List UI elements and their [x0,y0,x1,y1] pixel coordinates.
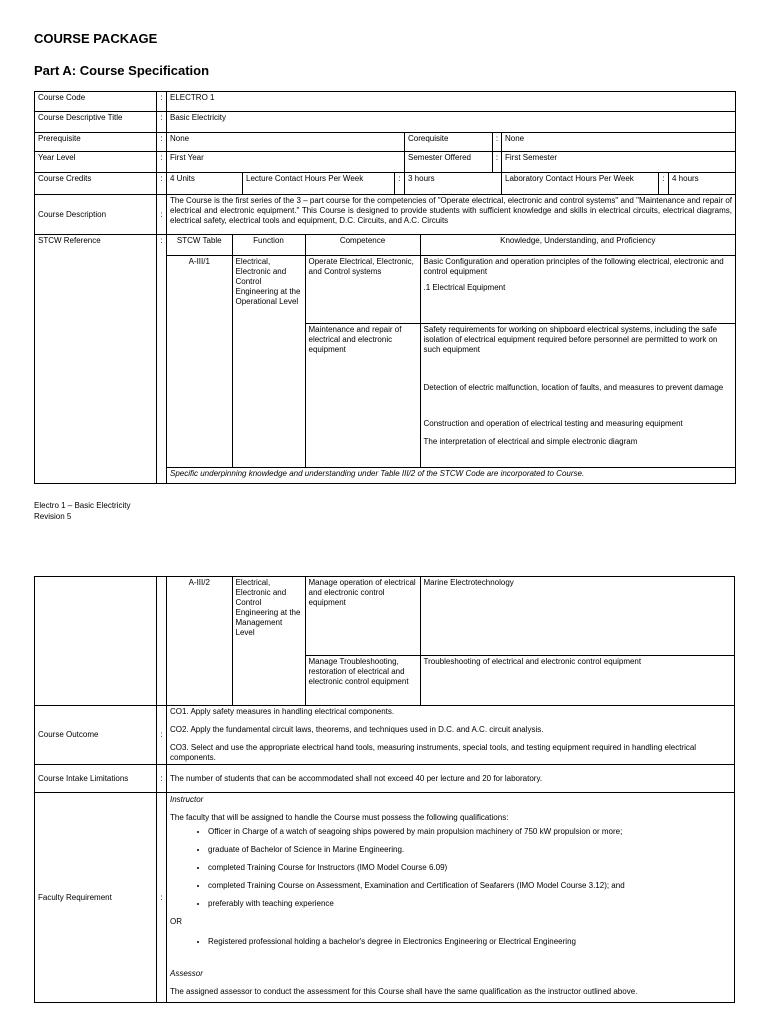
lecture-value: 3 hours [405,173,502,195]
colon: : [659,173,669,195]
footer-course: Electro 1 – Basic Electricity [34,501,131,510]
row-description [35,195,736,235]
faculty-label: Faculty Requirement [35,793,157,1003]
colon: : [157,793,167,1003]
colon: : [493,152,502,173]
knowledge-item: .1 Electrical Equipment [423,282,506,292]
assessor-text: The assigned assessor to conduct the assessment for this Course shall have the same qualification as the instructor outlined above. [170,987,638,996]
outcome-item: CO3. Select and use the appropriate electrical hand tools, measuring instruments, special tools, and testing equipment required in handling electrical components. [170,743,697,762]
outcome-item: CO2. Apply the fundamental circuit laws, theorems, and techniques used in D.C. and A.C. circuit analysis. [170,725,544,734]
stcw-note: Specific underpinning knowledge and understanding under Table III/2 of the STCW Code are incorporated to Course. [167,467,735,483]
knowledge-item: Safety requirements for working on shipboard electrical systems, including the safe isolation of electrical equipment required before personnel are permitted to work on such equipment [423,324,718,354]
stcw-header-row [167,235,735,255]
title-value: Basic Electricity [167,112,736,133]
stcw-knowledge [420,255,735,323]
row-prerequisite [35,133,736,152]
stcw-reference-cell [167,235,736,484]
qualification-item: • completed Training Course for Instructors (IMO Model Course 6.09) [208,863,731,873]
stcw-label: STCW Reference [35,235,157,484]
colon: : [157,195,167,235]
stcw-knowledge [420,323,735,467]
course-code-value: ELECTRO 1 [167,92,736,112]
stcw-label-empty [35,577,157,706]
faculty-intro: The faculty that will be assigned to handle the Course must possess the following qualifications: [170,813,509,822]
lecture-label: Lecture Contact Hours Per Week [243,173,395,195]
section-title: Part A: Course Specification [34,63,210,78]
knowledge-item: The interpretation of electrical and simple electronic diagram [423,436,638,446]
intake-label: Course Intake Limitations [35,765,157,793]
outcome-list [167,706,735,765]
lab-value: 4 hours [669,173,736,195]
row-intake [35,765,735,793]
qualification-item: • preferably with teaching experience [208,899,731,909]
credits-label: Course Credits [35,173,157,195]
faculty-requirements [167,793,735,1003]
page-footer [34,500,130,522]
colon: : [157,235,167,484]
stcw-row [167,577,734,655]
assessor-heading: Assessor [170,969,203,978]
stcw-reference-cell [167,577,735,706]
knowledge-item: Construction and operation of electrical testing and measuring equipment [423,418,683,428]
row-outcomes [35,706,735,765]
qualification-item: • graduate of Bachelor of Science in Marine Engineering. [208,845,731,855]
row-course-code [35,92,736,112]
col-stcw-table: STCW Table [167,235,232,255]
stcw-knowledge: Troubleshooting of electrical and electronic control equipment [420,655,734,705]
knowledge-item: Detection of electric malfunction, location of faults, and measures to prevent damage [423,382,724,392]
qualification-list-alt [170,937,731,947]
prereq-label: Prerequisite [35,133,157,152]
stcw-table [167,577,734,705]
semester-value: First Semester [502,152,736,173]
colon: : [157,173,167,195]
row-stcw [35,235,736,484]
prereq-value: None [167,133,405,152]
colon-empty [157,577,167,706]
outcome-label: Course Outcome [35,706,157,765]
instructor-heading: Instructor [170,795,204,804]
coreq-label: Corequisite [405,133,493,152]
qualification-item: • completed Training Course on Assessment, Examination and Certification of Seafarers (IMO Model Course 3.12); and [208,881,731,891]
row-stcw-continued [35,577,735,706]
page-title: COURSE PACKAGE [34,31,158,46]
stcw-competence: Manage operation of electrical and electronic control equipment [305,577,420,655]
lab-label: Laboratory Contact Hours Per Week [502,173,659,195]
stcw-competence: Operate Electrical, Electronic, and Control systems [305,255,420,323]
or-separator: OR [170,917,182,926]
colon: : [395,173,405,195]
description-value: The Course is the first series of the 3 – part course for the competencies of "Operate electrical, electronic and control systems" and "Maintenance and repair of electrical and electronic equipment." This Course is designed to provide students with sufficient knowledge and skills in electrical circuits, electrical diagrams, electrical safety, electrical tools and equipment, D.C. Circuits, and A.C. Circuits [167,195,736,235]
colon: : [157,706,167,765]
qualification-list [170,827,731,909]
knowledge-item: Basic Configuration and operation principles of the following electrical, electronic and control equipment [423,256,724,276]
col-function: Function [232,235,305,255]
stcw-table [167,235,735,483]
col-knowledge: Knowledge, Understanding, and Proficiency [420,235,735,255]
colon: : [157,765,167,793]
stcw-knowledge: Marine Electrotechnology [420,577,734,655]
stcw-function: Electrical, Electronic and Control Engineering at the Management Level [232,577,305,705]
description-label: Course Description [35,195,157,235]
course-spec-table [34,91,736,484]
row-credits [35,173,736,195]
semester-label: Semester Offered [405,152,493,173]
stcw-table-ref: A-III/1 [167,255,232,467]
qualification-item: • Registered professional holding a bachelor's degree in Electronics Engineering or Electrical Engineering [208,937,731,947]
colon: : [493,133,502,152]
qualification-item: • Officer in Charge of a watch of seagoing ships powered by main propulsion machinery of 750 kW propulsion or more; [208,827,731,837]
colon: : [157,133,167,152]
row-faculty [35,793,735,1003]
colon: : [157,152,167,173]
credits-value: 4 Units [167,173,243,195]
course-spec-table-continued [34,576,735,1003]
year-value: First Year [167,152,405,173]
col-competence: Competence [305,235,420,255]
stcw-note-row [167,467,735,483]
footer-revision: Revision 5 [34,512,72,521]
stcw-table-ref: A-III/2 [167,577,232,705]
outcome-item: CO1. Apply safety measures in handling electrical components. [170,707,395,716]
colon: : [157,112,167,133]
stcw-competence: Manage Troubleshooting, restoration of electrical and electronic control equipment [305,655,420,705]
stcw-competence: Maintenance and repair of electrical and electronic equipment [305,323,420,467]
coreq-value: None [502,133,736,152]
stcw-function: Electrical, Electronic and Control Engineering at the Operational Level [232,255,305,467]
row-year [35,152,736,173]
stcw-row [167,255,735,323]
title-label: Course Descriptive Title [35,112,157,133]
course-code-label: Course Code [35,92,157,112]
row-title [35,112,736,133]
year-label: Year Level [35,152,157,173]
intake-value: The number of students that can be accommodated shall not exceed 40 per lecture and 20 for laboratory. [167,765,735,793]
colon: : [157,92,167,112]
